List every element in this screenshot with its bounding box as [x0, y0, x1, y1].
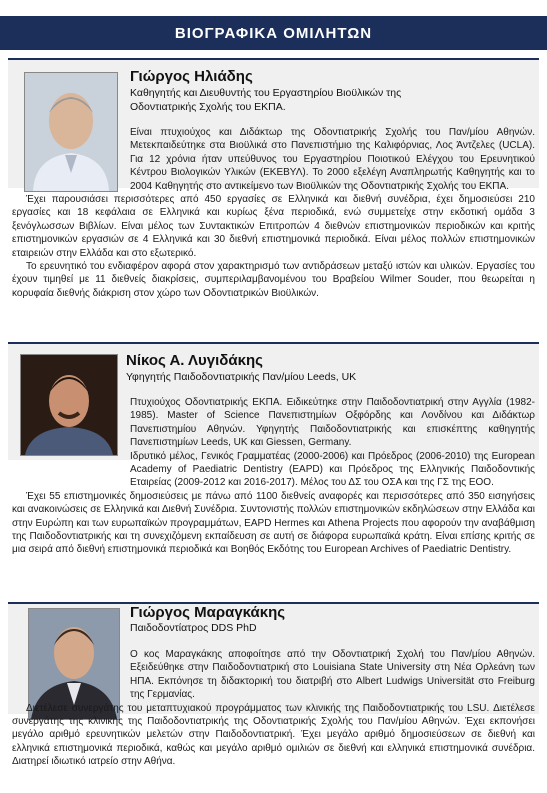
speaker-card-iliadis [8, 58, 539, 338]
speaker-bio [12, 396, 535, 557]
bio-paragraph: Το ερευνητικό του ενδιαφέρον αφορά στον χαρακτηρισμό των αντιδράσεων μεταξύ ιστών και υλικών. Εργασίες του έχουν τιμηθεί με 11 διεθνείς διακρίσεις, συμπεριλαμβανομένου του Βραβείου Wilmer Souder, που θεωρείται η κορυφαία διεθνής διάκριση στον χώρο των Οδοντιατρικών Βιοϋλικών. [12, 261, 535, 299]
page-header [0, 16, 547, 50]
speaker-card-lygidakis [8, 342, 539, 602]
speaker-name: Γιώργος Ηλιάδης [130, 68, 253, 85]
speaker-title: Παιδοδοντίατρος DDS PhD [130, 622, 257, 634]
bio-paragraph: Έχει 55 επιστημονικές δημοσιεύσεις με πάνω από 1100 διεθνείς αναφορές και περισσότερες από 350 εισηγήσεις και ανακοινώσεις σε Ελληνικά και Διεθνή Συνέδρια. Συντονιστής πολλών επιστημονικών εκδηλώσεων στην Ελλάδα και στην Ευρώπη και των ευρωπαϊκών προγραμμάτων, EAPD Hermes και Athena Projects που αφορούν την αναβάθμιση της Παιδοδοντιατρικής και τη συνεχιζόμενη εκπαίδευση σε αυτή σε διάφορα ευρωπαϊκά κράτη. Είναι επίσης κριτής σε μια σειρά από διεθνή επιστημονικά περιοδικά και Βοηθός Εκδότης του European Archives of Paediatric Dentistry. [12, 490, 535, 556]
bio-paragraph: Έχει παρουσιάσει περισσότερες από 450 εργασίες σε Ελληνικά και διεθνή συνέδρια, έχει δημοσιεύσει 210 εργασίες και 18 κεφάλαια σε Ελληνικά και κυρίως ξένα περιοδικά, ενώ συμμετείχε στην εκδοτική ομάδα 3 ξενόγλωσσων Βιβλίων. Είναι μέλος των Συντακτικών Επιτροπών 4 διεθνών επιστημονικών περιοδικών και κριτής επιστημονικών εργασιών σε 4 Ελληνικά και 30 διεθνή επιστημονικά περιοδικά. Είναι μέλος πολλών επιστημονικών εταιρειών στην Ελλάδα και στο εξωτερικό. [12, 194, 535, 259]
bio-paragraph: Διετέλεσε συνεργάτης του μεταπτυχιακού προγράμματος των κλινικής της Παιδοδοντιατρικής του LSU. Διετέλεσε συνεργάτης της κλινικής της Παιδοδοντιατρικής της Οδοντιατρικής Σχολής του Παν/μίου Αθηνών. Έχει εκπονήσει μεγάλο αριθμό ερευνητικών μελετών στην Παιδοδοντιατρική. Έχει μεγάλο αριθμό δημοσιεύσεων σε διεθνή και ελληνικά επιστημονικά περιοδικά, καθώς και μεγάλο αριθμό ομιλιών σε διεθνή και ελληνικά επιστημονικά συνέδρια. Διατηρεί ιδιωτικό ιατρείο στην Αθήνα. [12, 702, 535, 768]
speaker-name: Γιώργος Μαραγκάκης [130, 604, 286, 621]
bio-paragraph: Ιδρυτικό μέλος, Γενικός Γραμματέας (2000-2006) και Πρόεδρος (2006-2010) της European Academy of Paediatric Dentistry (EAPD) και Πρόεδρος της Ελληνικής Παιδοδοντικής Εταιρείας (2009-2012 και 2016-2017). Μέλος του ΔΣ του ΟΣΑ και της ΓΣ της ΕΟΟ. [130, 450, 535, 489]
page-title: ΒΙΟΓΡΑΦΙΚΑ ΟΜΙΛΗΤΩΝ [174, 24, 373, 42]
bio-paragraph: Είναι πτυχιούχος και Διδάκτωρ της Οδοντιατρικής Σχολής του Παν/μίου Αθηνών. Μετεκπαιδεύτηκε στα Βιοϋλικά στο Πανεπιστήμιο της Καλιφόρνιας, Λος Άντζελες (UCLA). Για 12 χρόνια ήταν υπεύθυνος του Εργαστηρίου Ποιοτικού Ελέγχου του Ερευνητικού Κέντρου Βιολογικών Υλικών (ΕΚΕΒΥΛ). Το 2000 εξελέγη Αναπληρωτής Καθηγητής και το 2004 Καθηγητής στο αντικείμενο των Βιοϋλικών της Οδοντιατρικής Σχολής του ΕΚΠΑ. [130, 127, 535, 192]
speaker-bio [12, 648, 535, 769]
speaker-card-maragkakis [8, 602, 539, 790]
speaker-title: Υφηγητής Παιδοδοντιατρικής Παν/μίου Leeds, UK [126, 371, 357, 383]
bio-paragraph: Πτυχιούχος Οδοντιατρικής ΕΚΠΑ. Ειδικεύτηκε στην Παιδοδοντιατρική στην Αγγλία (1982-1985). Master of Science Πανεπιστημίων Οξφόρδης και Λονδίνου και Διδάκτωρ Πανεπιστημίου Αθηνών. Υφηγητής Παιδοδοντιατρικής και επισκέπτης καθηγητής Πανεπιστημίων Leeds, UK και Giessen, Germany. [130, 397, 535, 449]
bio-paragraph: Ο κος Μαραγκάκης αποφοίτησε από την Οδοντιατρική Σχολή του Παν/μίου Αθηνών. Εξειδεύθηκε στην Παιδοδοντιατρική στο Louisiana State University στη Νέα Ορλεάνη των ΗΠΑ. Εκπόνησε τη διδακτορική του διατριβή στο Albert Ludwigs Universität στο Freiburg της Γερμανίας. [130, 649, 535, 701]
speaker-title: Καθηγητής και Διευθυντής του Εργαστηρίου Βιοϋλικών της Οδοντιατρικής Σχολής του ΕΚΠΑ. [130, 87, 402, 113]
speaker-name: Νίκος Α. Λυγιδάκης [126, 352, 263, 369]
speaker-bio [12, 126, 535, 300]
